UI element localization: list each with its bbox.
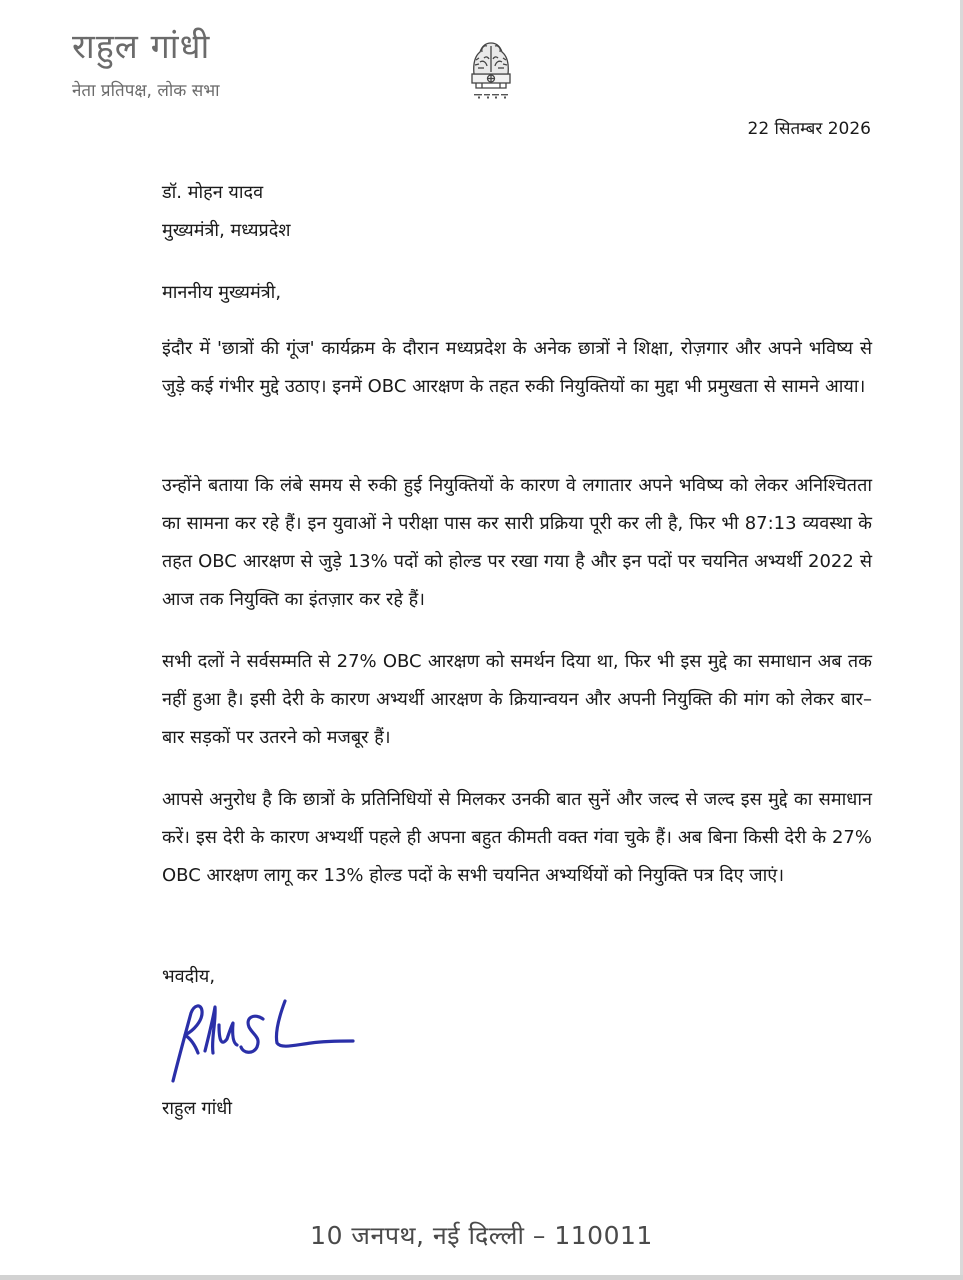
recipient-title: मुख्यमंत्री, मध्यप्रदेश (162, 220, 291, 241)
body-paragraph-1: इंदौर में 'छात्रों की गूंज' कार्यक्रम के दौरान मध्यप्रदेश के अनेक छात्रों ने शिक्षा, रोज़गार और अपने भविष्य से जुड़े कई गंभीर मुद्दे उठाए। इनमें OBC आरक्षण के तहत रुकी नियुक्तियों का मुद्दा भी प्रमुखता से सामने आया। (162, 338, 872, 397)
handwritten-signature-icon (165, 995, 360, 1085)
body-paragraph-4: आपसे अनुरोध है कि छात्रों के प्रतिनिधियों से मिलकर उनकी बात सुनें और जल्द से जल्द इस मुद्दे का समाधान करें। इस देरी के कारण अभ्यर्थी पहले ही अपना बहुत कीमती वक्त गंवा चुके हैं। अब बिना किसी देरी के 27% OBC आरक्षण लागू कर 13% होल्ड पदों के सभी चयनित अभ्यर्थियों को नियुक्ति पत्र दिए जाएं। (162, 789, 872, 886)
letter-date: 22 सितम्बर 2026 (747, 119, 871, 139)
footer-address: 10 जनपथ, नई दिल्ली – 110011 (310, 1221, 653, 1250)
state-emblem-icon (462, 24, 520, 106)
closing: भवदीय, (162, 966, 216, 987)
recipient-name: डॉ. मोहन यादव (162, 182, 264, 203)
page-edge-bottom (0, 1275, 963, 1280)
sender-title: नेता प्रतिपक्ष, लोक सभा (72, 81, 220, 101)
sender-name: राहुल गांधी (72, 27, 211, 67)
signer-name: राहुल गांधी (162, 1098, 233, 1119)
body-paragraph-3: सभी दलों ने सर्वसम्मति से 27% OBC आरक्षण को समर्थन दिया था, फिर भी इस मुद्दे का समाधान अब तक नहीं हुआ है। इसी देरी के कारण अभ्यर्थी आरक्षण के क्रियान्वयन और अपनी नियुक्ति की मांग को लेकर बार–बार सड़कों पर उतरने को मजबूर हैं। (162, 651, 872, 748)
body-paragraph-2: उन्होंने बताया कि लंबे समय से रुकी हुई नियुक्तियों के कारण वे लगातार अपने भविष्य को लेकर अनिश्चितता का सामना कर रहे हैं। इन युवाओं ने परीक्षा पास कर सारी प्रक्रिया पूरी कर ली है, फिर भी 87:13 व्यवस्था के तहत OBC आरक्षण से जुड़े 13% पदों को होल्ड पर रखा गया है और इन पदों पर चयनित अभ्यर्थी 2022 से आज तक नियुक्ति का इंतज़ार कर रहे हैं। (162, 475, 872, 610)
salutation: माननीय मुख्यमंत्री, (162, 282, 282, 303)
